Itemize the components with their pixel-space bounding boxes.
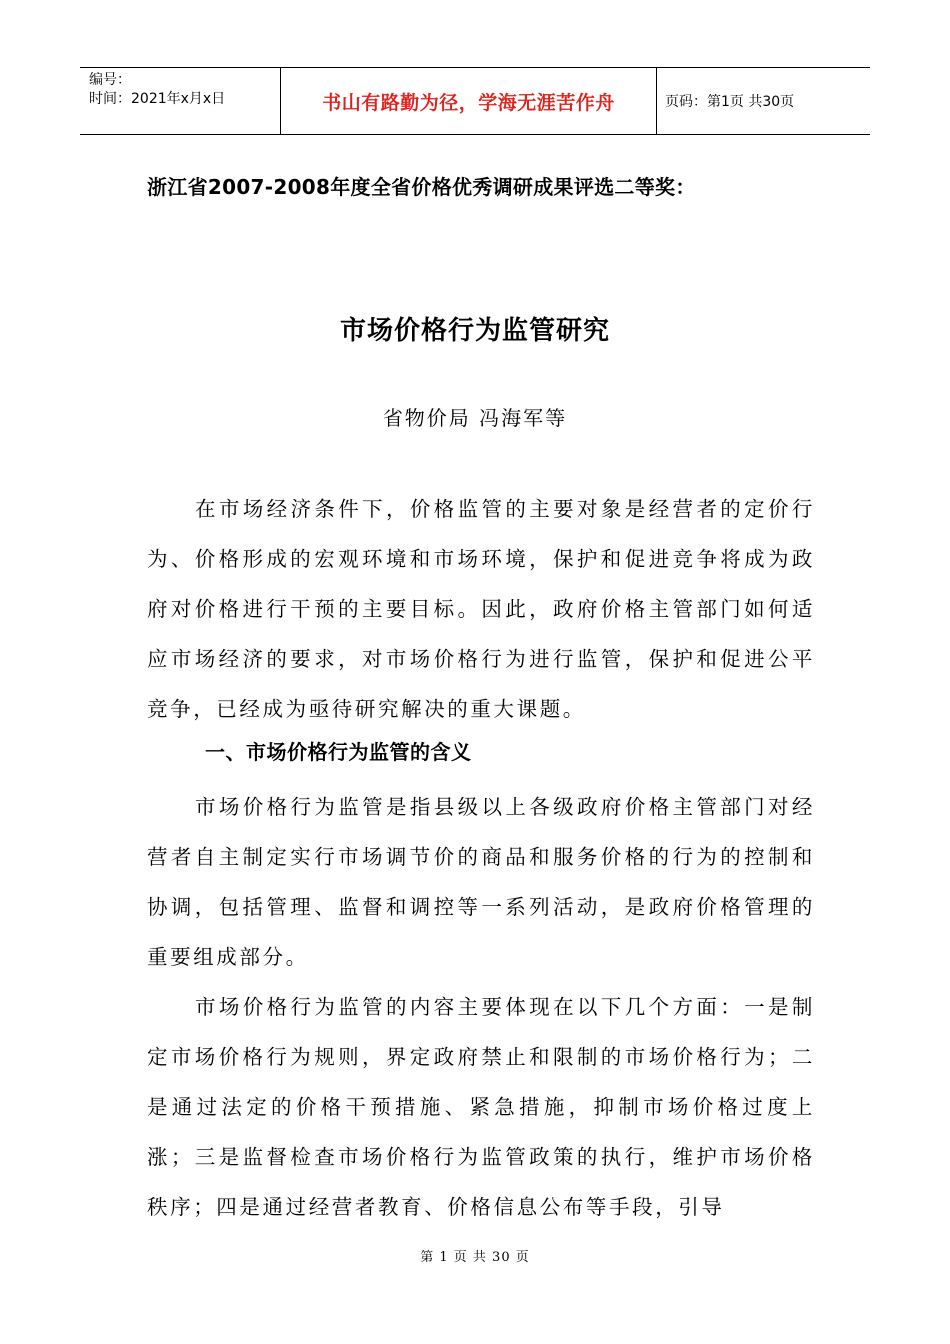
- author-line: 省物价局 冯海军等: [382, 406, 568, 430]
- page-footer: 第 1 页 共 30 页: [420, 1250, 530, 1265]
- document-title: 市场价格行为监管研究: [339, 316, 610, 346]
- header-page-info: 页码：第1页 共30页: [665, 94, 795, 110]
- header-motto: 书山有路勤为径，学海无涯苦作舟: [281, 68, 657, 134]
- date-label: 时间：2021年x月x日: [89, 91, 226, 107]
- section-heading: 一、市场价格行为监管的含义: [205, 740, 472, 764]
- section-paragraph: 市场价格行为监管是指县级以上各级政府价格主管部门对经营者自主制定实行市场调节价的商品和服务价格的行为的控制和协调，包括管理、监督和调控等一系列活动，是政府价格管理的重要组成部分。: [147, 795, 815, 969]
- award-line: 浙江省2007-2008年度全省价格优秀调研成果评选二等奖：: [147, 175, 696, 199]
- intro-paragraph: 在市场经济条件下，价格监管的主要对象是经营者的定价行为、价格形成的宏观环境和市场环境，保护和促进竞争将成为政府对价格进行干预的主要目标。因此，政府价格主管部门如何适应市场经济的要求，对市场价格行为进行监管，保护和促进公平竞争，已经成为亟待研究解决的重大课题。: [147, 497, 815, 721]
- header-meta: [80, 68, 281, 134]
- number-label: 编号：: [89, 72, 131, 88]
- document-header: [80, 67, 870, 135]
- section-paragraph: 市场价格行为监管的内容主要体现在以下几个方面：一是制定市场价格行为规则，界定政府禁止和限制的市场价格行为；二是通过法定的价格干预措施、紧急措施，抑制市场价格过度上涨；三是监督检查市场价格行为监管政策的执行，维护市场价格秩序；四是通过经营者教育、价格信息公布等手段，引导: [147, 995, 815, 1219]
